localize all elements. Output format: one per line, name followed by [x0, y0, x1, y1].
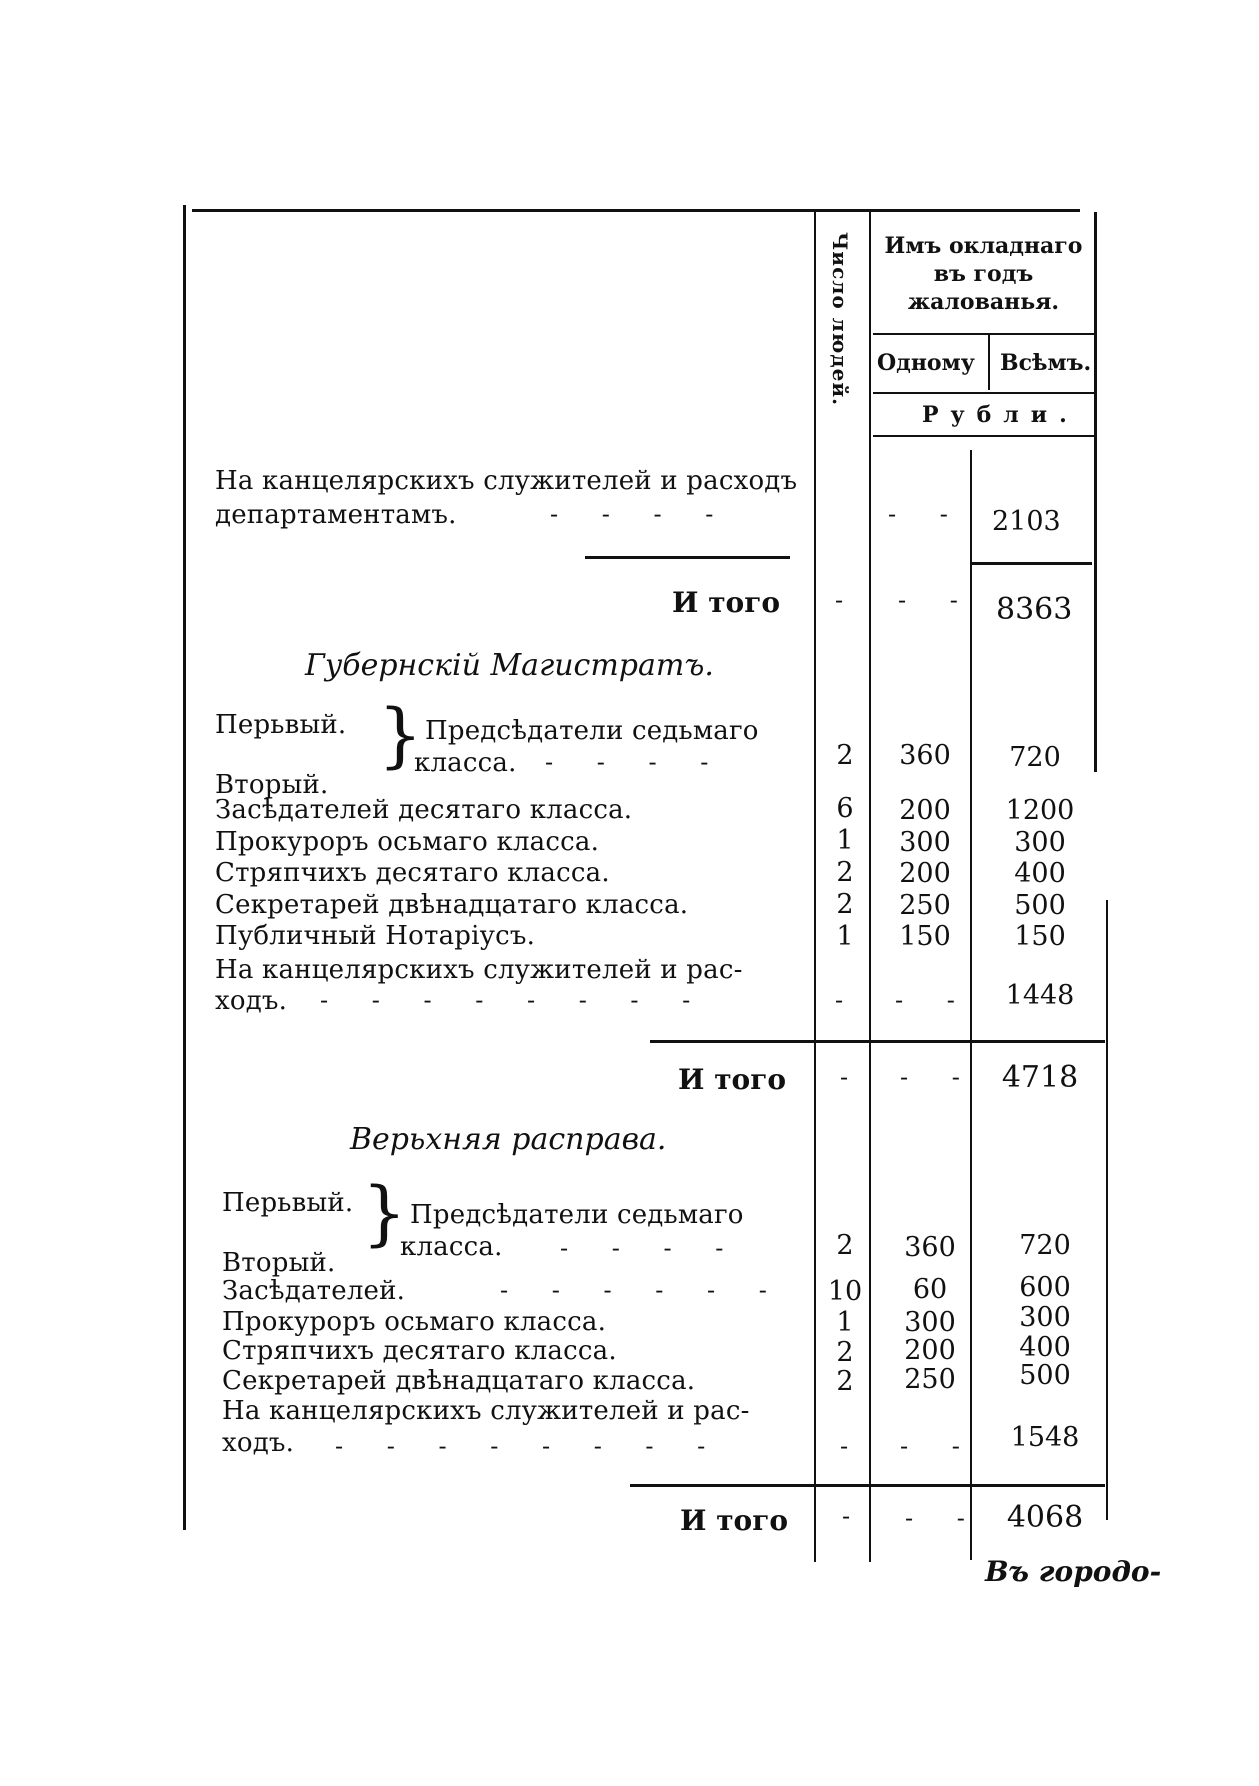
section1-row-all: 150	[1014, 921, 1066, 952]
section2-row-one: 300	[904, 1307, 956, 1338]
section1-row-n: 1	[836, 825, 854, 856]
dash-leader: - - - -	[560, 1234, 742, 1262]
top-itogo-label: И того	[672, 586, 781, 619]
dash-leader: - - - -	[550, 500, 732, 528]
sum-rule-2	[650, 1040, 1105, 1043]
section2-first: Перьвый.	[222, 1188, 354, 1218]
section2-chancery-total: 1548	[1010, 1422, 1080, 1453]
section2-row-all: 500	[1019, 1360, 1071, 1391]
dash-leader: - -	[895, 986, 973, 1014]
subheader-rule-2	[873, 392, 1095, 394]
section2-chairmen-line1: Предсѣдатели седьмаго	[410, 1200, 744, 1230]
section2-chancery-line2: ходъ.	[222, 1428, 295, 1458]
top-chancery-total: 2103	[992, 506, 1061, 537]
section1-row-n: 1	[836, 921, 854, 952]
dash-leader: - -	[900, 1432, 978, 1460]
section1-first: Перьвый.	[215, 710, 347, 740]
section1-row-one: 250	[899, 890, 951, 921]
section1-second: Вторый.	[215, 770, 329, 800]
section1-row-one: 200	[899, 858, 951, 889]
section1-chairmen-all: 720	[1009, 742, 1061, 773]
section1-row-label: Прокуроръ осьмаго класса.	[215, 827, 600, 857]
section1-chancery-total: 1448	[1005, 980, 1075, 1011]
section1-itogo-label: И того	[678, 1063, 787, 1096]
subheader-rule-3	[873, 435, 1095, 437]
dash-leader: -	[840, 1063, 867, 1091]
salary-col-right-line	[1094, 212, 1097, 772]
section1-row-n: 2	[836, 889, 854, 920]
dash-leader: - - - -	[545, 748, 727, 776]
section1-chancery-line2: ходъ.	[215, 986, 288, 1016]
section2-chairmen-line2: класса.	[400, 1232, 503, 1262]
col-salary-title-text: Имъ окладнаго въ годъ жалованья.	[884, 233, 1083, 315]
section2-row-label: Прокуроръ осьмаго класса.	[222, 1307, 607, 1337]
section2-chairmen-one: 360	[904, 1232, 956, 1263]
section1-chairmen-one: 360	[899, 740, 951, 771]
top-chancery-line2: департаментамъ.	[215, 500, 457, 530]
section2-row-label: Стряпчихъ десятаго класса.	[222, 1336, 617, 1366]
section2-chairmen-n: 2	[836, 1230, 854, 1261]
section1-row-n: 2	[836, 857, 854, 888]
section1-chancery-line1: На канцелярскихъ служителей и рас-	[215, 955, 743, 985]
col-salary-title	[876, 232, 1091, 316]
section1-chairmen-n: 2	[836, 740, 854, 771]
brace: }	[378, 694, 423, 776]
one-all-divider	[988, 335, 990, 390]
section2-chairmen-all: 720	[1019, 1230, 1071, 1261]
sum-rule-3	[630, 1484, 1105, 1487]
section1-row-label: Стряпчихъ десятаго класса.	[215, 858, 610, 888]
section2-row-n: 2	[836, 1366, 854, 1397]
section2-row-all: 300	[1019, 1302, 1071, 1333]
section2-title: Верьхняя расправа.	[350, 1122, 667, 1157]
section2-itogo-value: 4068	[1006, 1500, 1084, 1535]
col-people-header: Число людей.	[828, 232, 852, 407]
section1-row-label: Засѣдателей десятаго класса.	[215, 795, 633, 825]
section1-row-one: 150	[899, 921, 951, 952]
dash-leader: - - - - - -	[500, 1276, 785, 1304]
col-one-header: Одному	[877, 350, 975, 376]
top-rule	[192, 209, 1080, 212]
people-col-right-line	[869, 212, 871, 1562]
section1-row-n: 6	[836, 793, 854, 824]
brace: }	[362, 1172, 407, 1254]
section1-row-all: 1200	[1005, 795, 1075, 826]
dash-leader: -	[840, 1432, 867, 1460]
catchword: Въ городо-	[985, 1555, 1162, 1588]
section2-row-n: 10	[827, 1276, 863, 1307]
dash-leader: - -	[900, 1063, 978, 1091]
section2-row-all: 600	[1019, 1272, 1071, 1303]
section2-itogo-label: И того	[680, 1504, 789, 1537]
dash-leader: - -	[888, 500, 966, 528]
section1-row-all: 400	[1014, 858, 1066, 889]
salary-col-right-line-lower	[1106, 900, 1108, 1520]
dash-leader: - -	[898, 586, 976, 614]
dash-leader: -	[835, 586, 862, 614]
section2-row-one: 250	[904, 1364, 956, 1395]
dash-leader: -	[835, 986, 862, 1014]
section2-row-one: 60	[912, 1274, 948, 1305]
subheader-rule-1	[873, 333, 1095, 335]
section2-second: Вторый.	[222, 1248, 336, 1278]
dash-leader: - -	[905, 1504, 983, 1532]
section2-row-n: 2	[836, 1337, 854, 1368]
section2-row-label: Засѣдателей.	[222, 1276, 406, 1306]
section1-chairmen-line1: Предсѣдатели седьмаго	[425, 716, 759, 746]
dash-leader: - - - - - - - -	[335, 1432, 724, 1460]
col-all-header: Всѣмъ.	[1000, 350, 1092, 376]
section1-row-label: Публичный Нотаріусъ.	[215, 921, 536, 951]
unit-header: Рубли.	[922, 402, 1079, 428]
left-border	[183, 205, 186, 1530]
people-col-left-line	[814, 212, 816, 1562]
section1-itogo-value: 4718	[1001, 1060, 1079, 1095]
sum-rule-1	[585, 556, 790, 559]
section1-row-all: 500	[1014, 890, 1066, 921]
section2-row-label: Секретарей двѣнадцатаго класса.	[222, 1366, 696, 1396]
section1-title: Губернскій Магистратъ.	[305, 648, 714, 683]
section1-row-all: 300	[1014, 827, 1066, 858]
top-chancery-line1: На канцелярскихъ служителей и расходъ	[215, 466, 798, 496]
section1-row-label: Секретарей двѣнадцатаго класса.	[215, 890, 689, 920]
section1-row-one: 300	[899, 827, 951, 858]
section2-row-n: 1	[836, 1307, 854, 1338]
section1-chairmen-line2: класса.	[414, 748, 517, 778]
top-itogo-value: 8363	[996, 592, 1073, 627]
dash-leader: -	[842, 1502, 869, 1530]
sum-rule-1b	[970, 562, 1092, 565]
dash-leader: - - - - - - - -	[320, 986, 709, 1014]
section1-row-one: 200	[899, 795, 951, 826]
section2-row-one: 200	[904, 1335, 956, 1366]
section2-row-all: 400	[1019, 1332, 1071, 1363]
section2-chancery-line1: На канцелярскихъ служителей и рас-	[222, 1396, 750, 1426]
